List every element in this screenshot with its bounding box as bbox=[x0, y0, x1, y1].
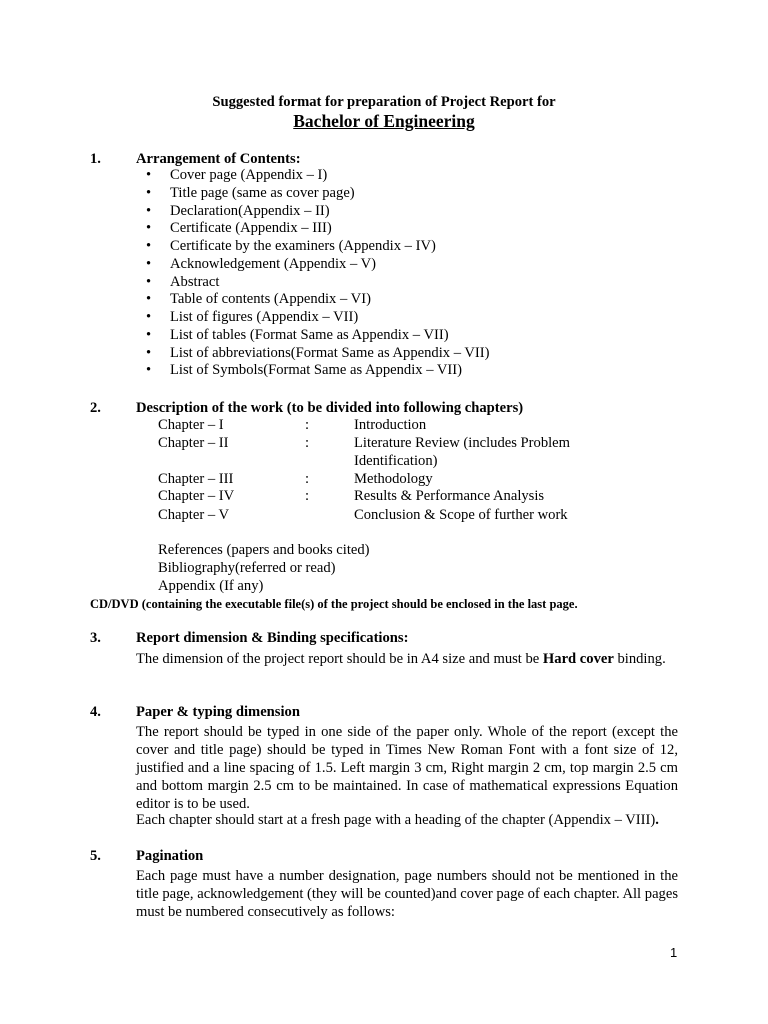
section-5-heading: Pagination bbox=[136, 848, 204, 864]
bullet-icon: • bbox=[146, 238, 152, 254]
chapter-title: Conclusion & Scope of further work bbox=[354, 507, 568, 523]
section-2-number: 2. bbox=[90, 400, 101, 416]
chapter-title: Literature Review (includes Problem bbox=[354, 435, 570, 451]
chapter-title: Methodology bbox=[354, 471, 433, 487]
section-1-heading: Arrangement of Contents: bbox=[136, 151, 301, 167]
chapter-label: Chapter – V bbox=[158, 507, 230, 523]
cd-dvd-note: CD/DVD (containing the executable file(s) of the project should be enclosed in the last page. bbox=[90, 597, 578, 611]
section-2-heading: Description of the work (to be divided into following chapters) bbox=[136, 400, 524, 416]
section-4-heading: Paper & typing dimension bbox=[136, 704, 300, 720]
document-title: Bachelor of Engineering bbox=[293, 111, 475, 131]
pagination-paragraph: Each page must have a number designation, page numbers should not be mentioned in the title page, acknowledgement (they will be counted)and cover page of each chapter. All pages must be numbered consecutively as follows: bbox=[136, 868, 678, 920]
chapter-start-note: Each chapter should start at a fresh page with a heading of the chapter (Appendix – VIII). bbox=[136, 812, 659, 828]
document-subtitle: Suggested format for preparation of Project Report for bbox=[212, 94, 556, 110]
chapter-title: Introduction bbox=[354, 417, 427, 433]
bullet-icon: • bbox=[146, 185, 152, 201]
bullet-icon: • bbox=[146, 291, 152, 307]
bullet-icon: • bbox=[146, 203, 152, 219]
bullet-icon: • bbox=[146, 256, 152, 272]
chapter-title-continued: Identification) bbox=[354, 453, 438, 469]
section-3-number: 3. bbox=[90, 630, 101, 646]
page-number: 1 bbox=[670, 945, 678, 960]
references-line: References (papers and books cited) bbox=[158, 542, 370, 558]
section-1-number: 1. bbox=[90, 151, 101, 167]
chapter-label: Chapter – IV bbox=[158, 488, 235, 504]
chapter-label: Chapter – III bbox=[158, 471, 234, 487]
bibliography-line: Bibliography(referred or read) bbox=[158, 560, 336, 576]
chapter-label: Chapter – II bbox=[158, 435, 229, 451]
chapter-separator: : bbox=[305, 435, 310, 451]
section-3-heading: Report dimension & Binding specifications: bbox=[136, 630, 409, 646]
bullet-icon: • bbox=[146, 345, 152, 361]
chapter-title: Results & Performance Analysis bbox=[354, 488, 545, 504]
section-4-number: 4. bbox=[90, 704, 101, 720]
chapter-label: Chapter – I bbox=[158, 417, 224, 433]
chapter-separator: : bbox=[305, 488, 310, 504]
hard-cover-emphasis: Hard cover bbox=[542, 651, 614, 667]
typing-paragraph: The report should be typed in one side of the paper only. Whole of the report (except the cover and title page) should be typed in Times New Roman Font with a font size of 12, justified and a line spacing of 1.5. Left margin 3 cm, Right margin 2 cm, top margin 2.5 cm and bottom margin 2.5 cm to be maintained. In case of mathematical expressions Equation editor is to be used. bbox=[136, 724, 678, 812]
bullet-icon: • bbox=[146, 362, 152, 378]
bullet-icon: • bbox=[146, 327, 152, 343]
section-5-number: 5. bbox=[90, 848, 101, 864]
chapter-separator: : bbox=[305, 417, 310, 433]
bullet-icon: • bbox=[146, 309, 152, 325]
binding-paragraph: The dimension of the project report should be in A4 size and must be Hard cover binding. bbox=[136, 651, 666, 667]
bullet-icon: • bbox=[146, 167, 152, 183]
chapter-separator: : bbox=[305, 471, 310, 487]
appendix-line: Appendix (If any) bbox=[158, 578, 264, 594]
bullet-icon: • bbox=[146, 274, 152, 290]
document-page: Suggested format for preparation of Project Report for Bachelor of Engineering 1. Arrangement of Contents: • Cover page (Appendix – I) • Title page (same as cover page) • Declaration(Appendix – II) • Certificate (Appendix – III) • Certificate by the examiners (Appendix – IV) • Acknowledgement (Appendix – V) • Abstract • Table of contents (Appendix – VI) • List of figures (Appendix – VII) • List of tables (Format Same as Appendix – VII) • List of abbreviations(Format Same as Appendix – VII) • List of Symbols(Format Same as Appendix – VII) 2. Description of the work (to be divided into following chapters) Chapter – I : Introduction Chapter – II : Literature Review (includes Problem Identification) Chapter – III : Methodology Chapter – IV : Results & Performance Analysis Chapter – V Conclusion & Scope of further work References (papers and books cited) Bibliography(referred or read) Appendix (If any) CD/DVD (containing the executable file(s) of the project should be enclosed in the last page. 3. Report dimension & Binding specifications: The dimension of the project report should be in A4 size and must be Hard cover binding. 4. Paper & typing dimension The report should be typed in one side of the paper only. Whole of the report (except the cover and title page) should be typed in Times New Roman Font with a font size of 12, justified and a line spacing of 1.5. Left margin 3 cm, Right margin 2 cm, top margin 2.5 cm and bottom margin 2.5 cm to be maintained. In case of mathematical expressions Equation editor is to be used. Each chapter should start at a fresh page with a heading of the chapter (Appendix – VIII). 5. Pagination Each page must have a number designation, page numbers should not be mentioned in the title page, acknowledgement (they will be counted)and cover page of each chapter. All pages must be numbered consecutively as follows: 1 bbox=[0, 0, 768, 1024]
bullet-icon: • bbox=[146, 220, 152, 236]
